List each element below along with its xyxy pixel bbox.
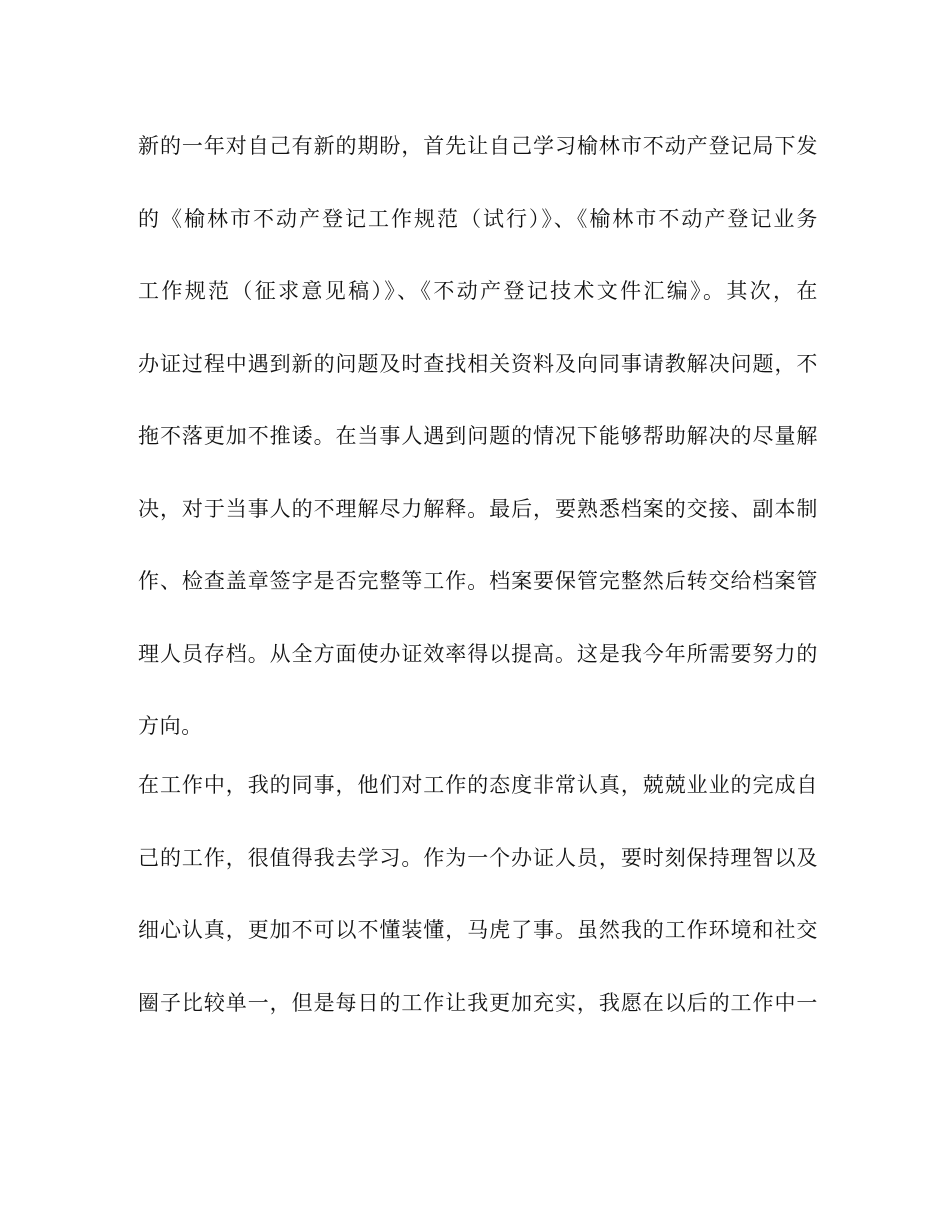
paragraph-1-line-6: 决，对于当事人的不理解尽力解释。最后，要熟悉档案的交接、副本制	[138, 497, 818, 521]
paragraph-1-line-7: 作、检查盖章签字是否完整等工作。档案要保管完整然后转交给档案管	[138, 569, 818, 593]
paragraph-2-line-1: 在工作中，我的同事，他们对工作的态度非常认真，兢兢业业的完成自	[138, 773, 818, 797]
paragraph-2-line-2: 己的工作，很值得我去学习。作为一个办证人员，要时刻保持理智以及	[138, 846, 818, 870]
paragraph-1-line-9: 方向。	[138, 714, 203, 738]
paragraph-1-line-2: 的《榆林市不动产登记工作规范（试行）》、《榆林市不动产登记业务	[138, 207, 818, 231]
paragraph-1-line-5: 拖不落更加不推诿。在当事人遇到问题的情况下能够帮助解决的尽量解	[138, 424, 818, 448]
paragraph-2-line-4: 圈子比较单一，但是每日的工作让我更加充实，我愿在以后的工作中一	[138, 991, 818, 1015]
paragraph-1-line-8: 理人员存档。从全方面使办证效率得以提高。这是我今年所需要努力的	[138, 642, 818, 666]
paragraph-1-line-1: 新的一年对自己有新的期盼，首先让自己学习榆林市不动产登记局下发	[138, 134, 818, 158]
paragraph-2-line-3: 细心认真，更加不可以不懂装懂，马虎了事。虽然我的工作环境和社交	[138, 918, 818, 942]
paragraph-1-line-4: 办证过程中遇到新的问题及时查找相关资料及向同事请教解决问题，不	[138, 352, 818, 376]
paragraph-1-line-3: 工作规范（征求意见稿）》、《不动产登记技术文件汇编》。其次，在	[138, 279, 818, 303]
